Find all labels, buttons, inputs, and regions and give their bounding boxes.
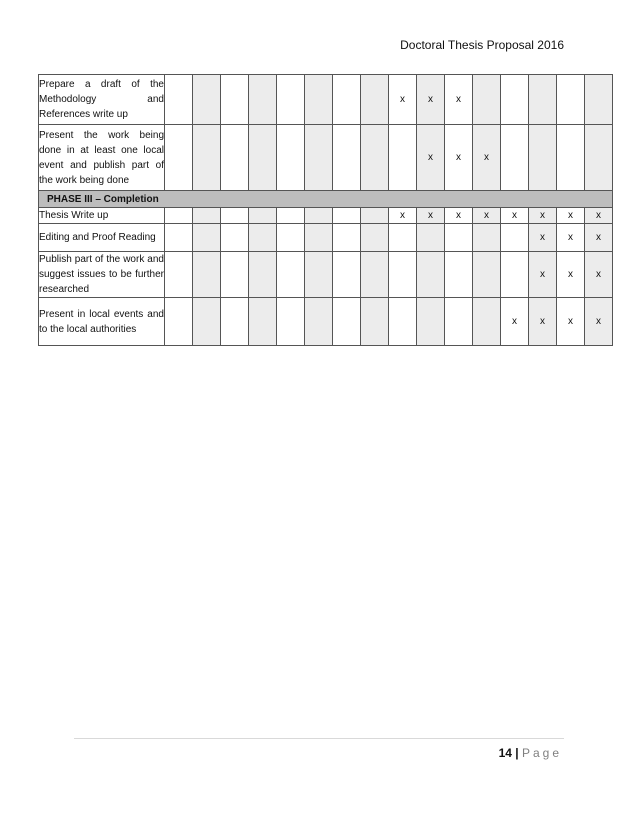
- schedule-cell: [277, 125, 305, 191]
- schedule-cell: [333, 208, 361, 224]
- footer-separator: |: [515, 746, 519, 760]
- schedule-cell: [501, 252, 529, 298]
- task-label: Prepare a draft of the Methodology and References write up: [39, 75, 165, 125]
- schedule-cell: [501, 125, 529, 191]
- schedule-cell: x: [445, 75, 473, 125]
- schedule-cell: [193, 125, 221, 191]
- schedule-cell: x: [557, 208, 585, 224]
- schedule-cell: [585, 75, 613, 125]
- table-row: [39, 298, 613, 346]
- schedule-cell: [221, 298, 249, 346]
- phase-row: [39, 191, 613, 208]
- schedule-cell: [165, 125, 193, 191]
- schedule-cell: [165, 75, 193, 125]
- schedule-cell: x: [417, 208, 445, 224]
- schedule-cell: x: [445, 125, 473, 191]
- schedule-cell: [277, 252, 305, 298]
- schedule-cell: [193, 252, 221, 298]
- schedule-cell: [305, 224, 333, 252]
- schedule-cell: [333, 125, 361, 191]
- schedule-cell: x: [585, 208, 613, 224]
- schedule-cell: [557, 125, 585, 191]
- schedule-cell: [221, 125, 249, 191]
- table-row: [39, 224, 613, 252]
- schedule-cell: [165, 298, 193, 346]
- schedule-cell: x: [417, 75, 445, 125]
- schedule-cell: [473, 75, 501, 125]
- task-label: Present the work being done in at least one local event and publish part of the work being done: [39, 125, 165, 191]
- phase-label: PHASE III – Completion: [39, 191, 613, 208]
- page-footer: [499, 746, 562, 760]
- task-label: Thesis Write up: [39, 208, 165, 224]
- schedule-cell: [473, 252, 501, 298]
- schedule-cell: [305, 298, 333, 346]
- schedule-cell: x: [501, 208, 529, 224]
- schedule-cell: [389, 298, 417, 346]
- schedule-cell: [221, 252, 249, 298]
- schedule-cell: [501, 75, 529, 125]
- schedule-cell: [361, 298, 389, 346]
- task-label: Editing and Proof Reading: [39, 224, 165, 252]
- schedule-cell: x: [473, 125, 501, 191]
- schedule-cell: [249, 298, 277, 346]
- schedule-cell: [305, 252, 333, 298]
- schedule-cell: x: [585, 252, 613, 298]
- schedule-cell: [361, 125, 389, 191]
- schedule-cell: [249, 252, 277, 298]
- schedule-cell: [249, 125, 277, 191]
- schedule-cell: [529, 75, 557, 125]
- schedule-cell: [417, 252, 445, 298]
- schedule-cell: [333, 224, 361, 252]
- schedule-cell: x: [585, 224, 613, 252]
- schedule-cell: [277, 224, 305, 252]
- schedule-cell: [501, 224, 529, 252]
- table-row: [39, 208, 613, 224]
- task-label: Publish part of the work and suggest issues to be further researched: [39, 252, 165, 298]
- schedule-cell: [389, 252, 417, 298]
- schedule-cell: [165, 208, 193, 224]
- table-row: [39, 75, 613, 125]
- table-row: [39, 125, 613, 191]
- schedule-cell: [333, 252, 361, 298]
- schedule-cell: [333, 75, 361, 125]
- schedule-cell: x: [557, 298, 585, 346]
- schedule-cell: [333, 298, 361, 346]
- page-label: Page: [521, 746, 562, 760]
- schedule-cell: [417, 224, 445, 252]
- schedule-cell: [473, 224, 501, 252]
- schedule-cell: x: [389, 75, 417, 125]
- schedule-cell: x: [585, 298, 613, 346]
- schedule-cell: [305, 75, 333, 125]
- schedule-cell: [221, 224, 249, 252]
- schedule-cell: [221, 75, 249, 125]
- schedule-cell: [361, 75, 389, 125]
- schedule-cell: x: [473, 208, 501, 224]
- schedule-cell: [221, 208, 249, 224]
- schedule-cell: [249, 224, 277, 252]
- table-row: [39, 252, 613, 298]
- schedule-cell: [445, 298, 473, 346]
- schedule-cell: [361, 252, 389, 298]
- schedule-cell: x: [557, 252, 585, 298]
- schedule-cell: x: [389, 208, 417, 224]
- schedule-cell: x: [417, 125, 445, 191]
- schedule-cell: [557, 75, 585, 125]
- schedule-cell: x: [529, 224, 557, 252]
- schedule-cell: x: [445, 208, 473, 224]
- schedule-cell: [193, 298, 221, 346]
- schedule-cell: [389, 125, 417, 191]
- schedule-cell: x: [529, 298, 557, 346]
- schedule-cell: [445, 252, 473, 298]
- schedule-cell: [305, 125, 333, 191]
- schedule-cell: [305, 208, 333, 224]
- schedule-cell: [249, 208, 277, 224]
- schedule-cell: [193, 75, 221, 125]
- schedule-cell: [417, 298, 445, 346]
- schedule-cell: [277, 75, 305, 125]
- schedule-cell: [529, 125, 557, 191]
- schedule-cell: x: [501, 298, 529, 346]
- schedule-cell: [389, 224, 417, 252]
- schedule-cell: [193, 208, 221, 224]
- footer-divider: [74, 738, 564, 739]
- schedule-cell: [193, 224, 221, 252]
- page-header: Doctoral Thesis Proposal 2016: [400, 38, 564, 52]
- schedule-cell: x: [529, 252, 557, 298]
- schedule-cell: [473, 298, 501, 346]
- schedule-cell: x: [557, 224, 585, 252]
- schedule-cell: [249, 75, 277, 125]
- schedule-cell: [445, 224, 473, 252]
- schedule-cell: [277, 208, 305, 224]
- schedule-cell: [165, 224, 193, 252]
- schedule-cell: x: [529, 208, 557, 224]
- schedule-cell: [165, 252, 193, 298]
- schedule-cell: [585, 125, 613, 191]
- schedule-table: [38, 74, 613, 346]
- schedule-cell: [277, 298, 305, 346]
- page-number: 14: [498, 746, 512, 760]
- schedule-cell: [361, 224, 389, 252]
- task-label: Present in local events and to the local authorities: [39, 298, 165, 346]
- schedule-cell: [361, 208, 389, 224]
